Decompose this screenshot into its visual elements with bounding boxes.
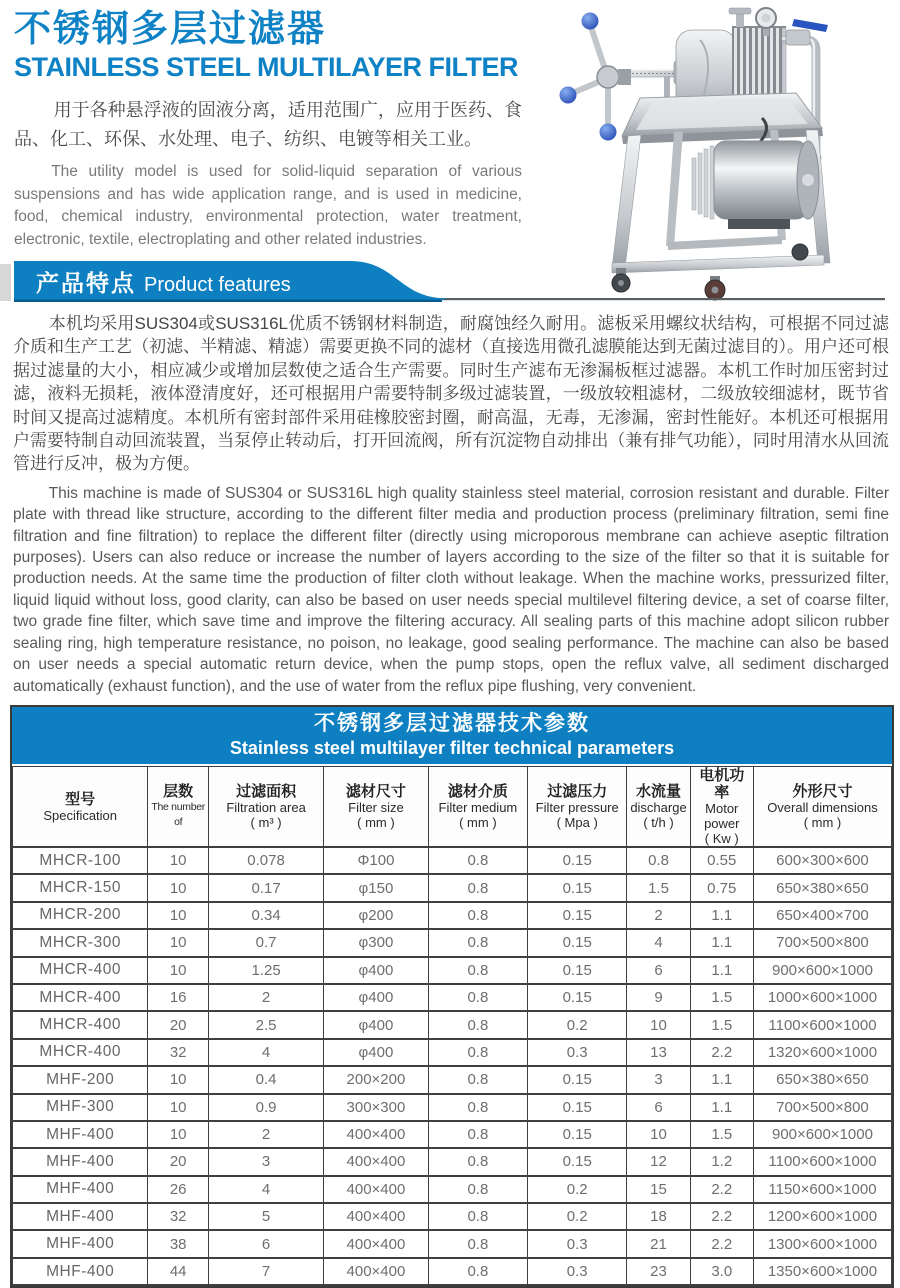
knob-ball-icon <box>582 13 599 30</box>
column-header-8: 电机功率 Motor power ( Kw ) <box>690 767 753 848</box>
table-row <box>13 902 892 929</box>
table-cell: 0.7 <box>209 929 324 956</box>
features-paragraph-en: This machine is made of SUS304 or SUS316L high quality stainless steel material, corrosion resistant and durable. Filter plate with thread like structure, according to the different filter media and production process (preliminary filtration, semi fine filtration and fine filtration) to replace the different filter (directly using microporous membrane can achieve aseptic filtration purposes). Users can also reduce or increase the number of layers according to the size of the filter so that it is suitable for production needs. At the same time the production of filter cloth without leakage. When the machine works, pressurized filter, liquid liquid without loss, good clarity, can also be based on user needs special multilevel filtering device, a set of coarse filter, two grade fine filter, which save time and improve the filtering accuracy. All sealing parts of this machine adopt silicon rubber sealing ring, high temperature resistance, no poison, no leakage, good sealing performance. The machine can also be based on user needs a special automatic return device, when the pump stops, open the reflux valve, all sediment discharged automatically (exhaust function), and the use of water from the reflux pipe flushing, very convenient. <box>13 484 889 695</box>
table-cell: φ400 <box>324 1039 429 1066</box>
table-cell: φ200 <box>324 902 429 929</box>
table-cell: 650×380×650 <box>753 1066 891 1093</box>
table-row <box>13 1176 892 1203</box>
table-body <box>13 847 892 1285</box>
table-cell: 0.8 <box>428 1176 527 1203</box>
table-cell: 0.8 <box>627 847 690 874</box>
table-cell: 0.15 <box>528 1121 627 1148</box>
table-cell: 0.9 <box>209 1094 324 1121</box>
table-cell: 700×500×800 <box>753 929 891 956</box>
table-cell: MHCR-300 <box>13 929 148 956</box>
table-cell: 7 <box>209 1258 324 1285</box>
banner-left-tab <box>0 264 11 301</box>
table-cell: 0.8 <box>428 1066 527 1093</box>
table-cell: 0.8 <box>428 1039 527 1066</box>
table-cell: 0.8 <box>428 957 527 984</box>
table-title-en: Stainless steel multilayer filter technical parameters <box>229 738 675 758</box>
table-cell: 1100×600×1000 <box>753 1011 891 1038</box>
table-cell: 2.2 <box>690 1203 753 1230</box>
table-cell: φ300 <box>324 929 429 956</box>
table-cell: 38 <box>148 1230 209 1257</box>
table-cell: 2.5 <box>209 1011 324 1038</box>
table-cell: MHF-400 <box>13 1203 148 1230</box>
table-cell: 12 <box>627 1148 690 1175</box>
table-cell: 1.1 <box>690 902 753 929</box>
table-cell: 0.55 <box>690 847 753 874</box>
table-cell: 10 <box>627 1011 690 1038</box>
features-paragraph-zh: 本机均采用SUS304或SUS316L优质不锈钢材料制造，耐腐蚀经久耐用。滤板采用螺纹状结构，可根据不同过滤介质和生产工艺（初滤、半精滤、精滤）需要更换不同的滤材（直接选用微孔滤膜能达到无菌过滤目的）。用户还可根据过滤量的大小，相应减少或增加层数使之适合生产需要。同时生产滤布无渗漏板框过滤器。本机工作时加压密封过滤，液料无损耗，液体澄清度好，还可根据用户需要特制多级过滤装置，一级放较粗滤材，二级放较细滤材，既节省时间又提高过滤精度。本机所有密封部件采用硅橡胶密封圈，耐高温，无毒，无渗漏，密封性能好。本机还可根据用户需要特制自动回流装置，当泵停止转动后，打开回流阀，所有沉淀物自动排出（兼有排气功能），同时用清水从回流管进行反冲，极为方便。 <box>13 314 889 474</box>
table-cell: MHCR-400 <box>13 957 148 984</box>
table-cell: 6 <box>627 1094 690 1121</box>
table-cell: 0.8 <box>428 1011 527 1038</box>
table-cell: 0.15 <box>528 1148 627 1175</box>
table-cell: 2 <box>209 984 324 1011</box>
table-cell: Φ100 <box>324 847 429 874</box>
table-cell: 0.8 <box>428 1203 527 1230</box>
table-cell: 900×600×1000 <box>753 957 891 984</box>
table-cell: 0.8 <box>428 1258 527 1285</box>
table-cell: 0.15 <box>528 929 627 956</box>
table-cell: 0.2 <box>528 1203 627 1230</box>
table-row <box>13 847 892 874</box>
filter-machine-illustration <box>524 0 896 302</box>
table-cell: 0.8 <box>428 847 527 874</box>
table-cell: 0.2 <box>528 1011 627 1038</box>
column-header-2: 层数 The number of <box>148 767 209 848</box>
table-cell: MHCR-400 <box>13 1011 148 1038</box>
table-cell: 6 <box>209 1230 324 1257</box>
table-cell: 10 <box>148 1066 209 1093</box>
table-cell: 900×600×1000 <box>753 1121 891 1148</box>
table-cell: 1.1 <box>690 1066 753 1093</box>
table-cell: 1100×600×1000 <box>753 1148 891 1175</box>
table-cell: 400×400 <box>324 1148 429 1175</box>
table-cell: MHF-400 <box>13 1258 148 1285</box>
table-cell: 10 <box>148 929 209 956</box>
table-cell: MHCR-400 <box>13 984 148 1011</box>
table-cell: 1.1 <box>690 957 753 984</box>
knob-ball-icon <box>600 124 617 141</box>
table-cell: 400×400 <box>324 1230 429 1257</box>
table-cell: 400×400 <box>324 1258 429 1285</box>
table-cell: 0.15 <box>528 1094 627 1121</box>
table-cell: 4 <box>627 929 690 956</box>
table-cell: 2.2 <box>690 1230 753 1257</box>
table-cell: 1.1 <box>690 1094 753 1121</box>
table-cell: 650×400×700 <box>753 902 891 929</box>
table-cell: MHF-200 <box>13 1066 148 1093</box>
table-cell: 0.8 <box>428 902 527 929</box>
table-cell: 1.5 <box>690 1011 753 1038</box>
table-cell: 1.1 <box>690 929 753 956</box>
column-header-6: 过滤压力 Filter pressure ( Mpa ) <box>528 767 627 848</box>
table-cell: 6 <box>627 957 690 984</box>
table-cell: 26 <box>148 1176 209 1203</box>
table-cell: 400×400 <box>324 1203 429 1230</box>
table-title <box>12 707 892 766</box>
table-cell: 1000×600×1000 <box>753 984 891 1011</box>
column-header-4: 滤材尺寸 Filter size ( mm ) <box>324 767 429 848</box>
table-row <box>13 1066 892 1093</box>
table-cell: 1350×600×1000 <box>753 1258 891 1285</box>
table-cell: φ400 <box>324 957 429 984</box>
column-header-5: 滤材介质 Filter medium ( mm ) <box>428 767 527 848</box>
table-cell: 650×380×650 <box>753 874 891 901</box>
table-cell: MHCR-100 <box>13 847 148 874</box>
table-cell: 400×400 <box>324 1176 429 1203</box>
table-cell: 0.34 <box>209 902 324 929</box>
page-title-zh: 不锈钢多层过滤器 <box>14 8 326 49</box>
table-cell: 32 <box>148 1039 209 1066</box>
table-cell: 0.8 <box>428 1094 527 1121</box>
table-title-zh: 不锈钢多层过滤器技术参数 <box>314 712 590 735</box>
table-cell: 0.8 <box>428 1148 527 1175</box>
intro-paragraph-en: The utility model is used for solid-liquid separation of various suspensions and has wide application range, and is used in medicine, food, chemical industry, environmental protection, water treatment, electronic, textile, electroplating and other related industries. <box>14 163 522 248</box>
table-header-row <box>13 767 892 848</box>
table-cell: 0.15 <box>528 847 627 874</box>
table-cell: 23 <box>627 1258 690 1285</box>
table-cell: φ150 <box>324 874 429 901</box>
table-cell: 1300×600×1000 <box>753 1230 891 1257</box>
table-row <box>13 1230 892 1257</box>
tech-table <box>12 766 892 1286</box>
table-row <box>13 1011 892 1038</box>
features-heading <box>36 265 291 298</box>
tray <box>622 93 823 144</box>
table-cell: 3 <box>209 1148 324 1175</box>
table-cell: 44 <box>148 1258 209 1285</box>
table-cell: 1.5 <box>690 984 753 1011</box>
table-cell: 2 <box>209 1121 324 1148</box>
features-heading-zh: 产品特点 <box>36 270 136 296</box>
table-cell: 0.8 <box>428 929 527 956</box>
table-cell: 0.8 <box>428 1121 527 1148</box>
table-cell: 0.4 <box>209 1066 324 1093</box>
features-banner <box>0 259 900 305</box>
table-cell: 15 <box>627 1176 690 1203</box>
tech-parameters-table <box>10 705 894 1288</box>
table-cell: 1320×600×1000 <box>753 1039 891 1066</box>
table-cell: 32 <box>148 1203 209 1230</box>
table-cell: 0.15 <box>528 874 627 901</box>
table-cell: 10 <box>148 1121 209 1148</box>
table-cell: 21 <box>627 1230 690 1257</box>
table-cell: 0.15 <box>528 957 627 984</box>
table-cell: MHCR-200 <box>13 902 148 929</box>
table-cell: 10 <box>148 902 209 929</box>
table-cell: 9 <box>627 984 690 1011</box>
table-cell: 0.17 <box>209 874 324 901</box>
table-cell: 400×400 <box>324 1121 429 1148</box>
table-cell: 4 <box>209 1176 324 1203</box>
table-cell: 600×300×600 <box>753 847 891 874</box>
table-row <box>13 874 892 901</box>
table-cell: 2.2 <box>690 1176 753 1203</box>
table-cell: 0.8 <box>428 1230 527 1257</box>
table-cell: 0.15 <box>528 984 627 1011</box>
table-cell: 0.3 <box>528 1039 627 1066</box>
table-cell: 3.0 <box>690 1258 753 1285</box>
column-header-1: 型号 Specification <box>13 767 148 848</box>
table-row <box>13 1258 892 1285</box>
table-cell: MHF-400 <box>13 1176 148 1203</box>
table-cell: φ400 <box>324 984 429 1011</box>
page-title-en: STAINLESS STEEL MULTILAYER FILTER <box>14 51 519 82</box>
column-header-9: 外形尺寸 Overall dimensions ( mm ) <box>753 767 891 848</box>
table-cell: 1.25 <box>209 957 324 984</box>
table-cell: 20 <box>148 1148 209 1175</box>
table-cell: 10 <box>148 957 209 984</box>
table-row <box>13 1039 892 1066</box>
table-row <box>13 984 892 1011</box>
table-cell: 2 <box>627 902 690 929</box>
table-cell: 16 <box>148 984 209 1011</box>
table-cell: 700×500×800 <box>753 1094 891 1121</box>
column-header-3: 过滤面积 Filtration area ( m³ ) <box>209 767 324 848</box>
table-cell: MHF-300 <box>13 1094 148 1121</box>
table-cell: 10 <box>148 1094 209 1121</box>
table-cell: MHF-400 <box>13 1230 148 1257</box>
table-row <box>13 1121 892 1148</box>
table-row <box>13 1148 892 1175</box>
table-cell: 1150×600×1000 <box>753 1176 891 1203</box>
table-cell: 18 <box>627 1203 690 1230</box>
table-cell: 20 <box>148 1011 209 1038</box>
table-row <box>13 1203 892 1230</box>
table-cell: 1.2 <box>690 1148 753 1175</box>
vent-bolt-icon <box>729 8 751 27</box>
features-heading-en: Product features <box>144 274 291 296</box>
table-cell: MHCR-150 <box>13 874 148 901</box>
table-cell: 0.078 <box>209 847 324 874</box>
table-cell: 10 <box>148 874 209 901</box>
table-cell: 0.15 <box>528 1066 627 1093</box>
table-cell: 2.2 <box>690 1039 753 1066</box>
table-row <box>13 929 892 956</box>
product-photo <box>524 0 896 302</box>
features-section <box>13 312 889 697</box>
table-cell: 0.3 <box>528 1258 627 1285</box>
table-row <box>13 957 892 984</box>
table-cell: 13 <box>627 1039 690 1066</box>
table-cell: 0.3 <box>528 1230 627 1257</box>
table-cell: 0.75 <box>690 874 753 901</box>
table-cell: 200×200 <box>324 1066 429 1093</box>
table-cell: φ400 <box>324 1011 429 1038</box>
table-cell: 0.8 <box>428 984 527 1011</box>
table-cell: 3 <box>627 1066 690 1093</box>
table-cell: MHF-400 <box>13 1148 148 1175</box>
table-cell: 4 <box>209 1039 324 1066</box>
knob-ball-icon <box>560 87 577 104</box>
table-cell: 5 <box>209 1203 324 1230</box>
table-cell: 10 <box>627 1121 690 1148</box>
table-cell: 1200×600×1000 <box>753 1203 891 1230</box>
table-cell: 10 <box>148 847 209 874</box>
table-cell: 0.2 <box>528 1176 627 1203</box>
table-cell: 0.15 <box>528 902 627 929</box>
table-cell: MHCR-400 <box>13 1039 148 1066</box>
hero-section <box>14 8 522 251</box>
table-cell: MHF-400 <box>13 1121 148 1148</box>
intro-paragraph-zh: 用于各种悬浮液的固液分离，适用范围广，应用于医药、食品、化工、环保、水处理、电子、纺织、电镀等相关工业。 <box>14 100 522 150</box>
column-header-7: 水流量 discharge ( t/h ) <box>627 767 690 848</box>
table-cell: 300×300 <box>324 1094 429 1121</box>
table-cell: 1.5 <box>627 874 690 901</box>
table-cell: 0.8 <box>428 874 527 901</box>
table-row <box>13 1094 892 1121</box>
table-cell: 1.5 <box>690 1121 753 1148</box>
handwheel <box>560 13 632 141</box>
